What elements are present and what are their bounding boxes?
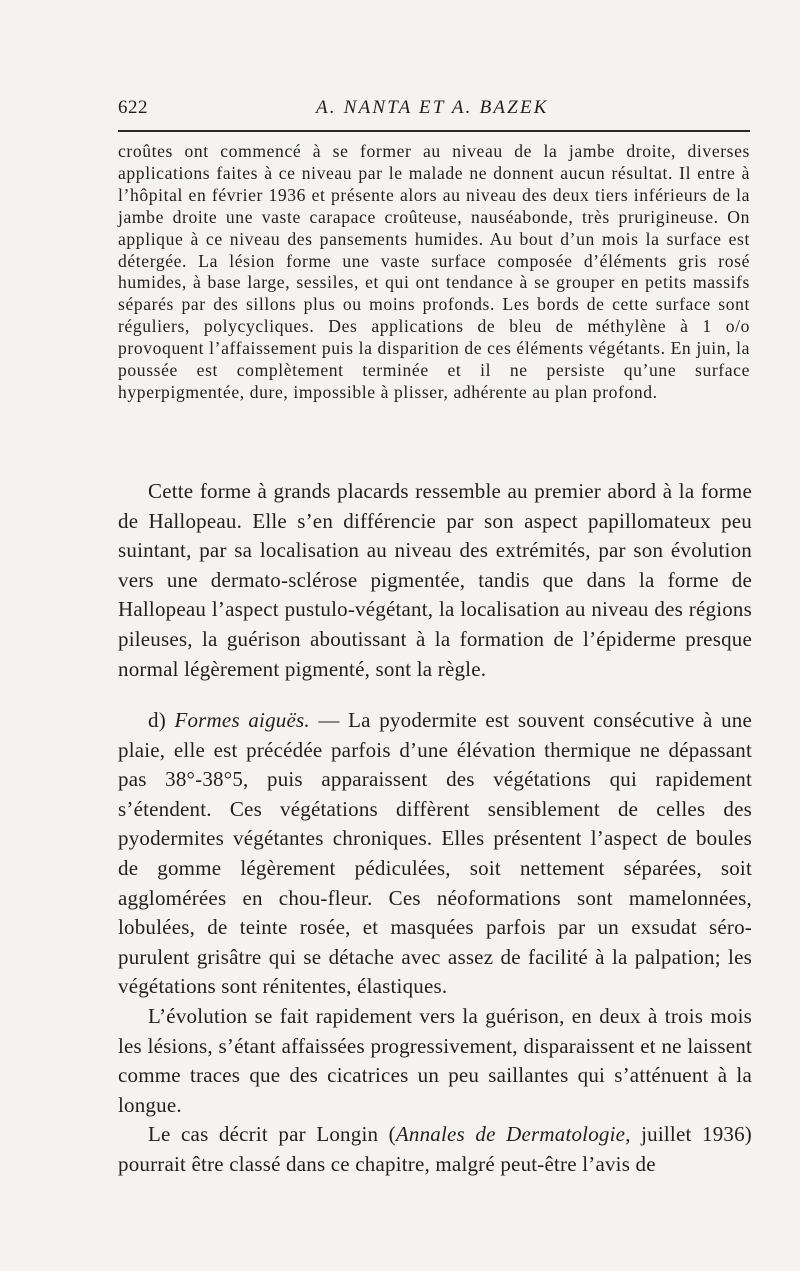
page-number: 622 bbox=[118, 97, 148, 118]
header-rule bbox=[118, 130, 750, 132]
longin-case-paragraph bbox=[118, 1120, 752, 1179]
running-title: A. NANTA ET A. BAZEK bbox=[316, 97, 549, 118]
page-header bbox=[118, 97, 750, 123]
section-heading: Formes aiguës. bbox=[174, 708, 310, 732]
section-text: — La pyodermite est souvent consécutive à une plaie, elle est précédée parfois d’une élévation thermique ne dépassant pas 38°-38°5, puis apparaissent des végétations qui rapidement s’étendent. Ces végétations diffèrent sensiblement de celles des pyodermites végétantes chroniques. Elles présentent l’aspect de boules de gomme légèrement pédiculées, soit nettement séparées, soit agglomérées en chou-fleur. Ces néoformations sont mamelonnées, lobulées, de teinte rosée, et masquées parfois par un exsudat séro-purulent grisâtre qui se détache avec assez de facilité à la palpation; les végétations sont rénitentes, élastiques. bbox=[118, 708, 752, 999]
acute-forms-section bbox=[118, 706, 752, 1180]
case-report-paragraph: croûtes ont commencé à se former au niveau de la jambe droite, diverses applications faites à ce niveau par le malade ne donnent aucun résultat. Il entre à l’hôpital en février 1936 et présente alors au niveau des deux tiers inférieurs de la jambe droite une vaste carapace croûteuse, nauséabonde, très prurigineuse. On applique à ce niveau des pansements humides. Au bout d’un mois la surface est détergée. La lésion forme une vaste surface composée d’éléments gris rosé humides, à base large, sessiles, et qui ont tendance à se grouper en petits massifs séparés par des sillons plus ou moins profonds. Les bords de cette surface sont réguliers, polycycliques. Des applications de bleu de méthylène à 1 o/o provoquent l’affaissement puis la disparition de ces éléments végétants. En juin, la poussée est complètement terminée et il ne persiste qu’une surface hyperpigmentée, dure, impossible à plisser, adhérente au plan profond. bbox=[118, 141, 750, 402]
section-letter: d) bbox=[148, 708, 166, 732]
case-report-block bbox=[118, 141, 750, 404]
acute-forms-paragraph bbox=[118, 706, 752, 1002]
comparison-block bbox=[118, 477, 752, 684]
longin-text-before: Le cas décrit par Longin ( bbox=[148, 1122, 396, 1147]
journal-citation: Annales de Dermatologie bbox=[395, 1122, 626, 1147]
comparison-paragraph: Cette forme à grands placards ressemble au premier abord à la forme de Hallopeau. Elle s’en différencie par son aspect papillomateux peu suintant, par sa localisation au niveau des extrémités, par son évolution vers une dermato-sclérose pigmentée, tandis que dans la forme de Hallopeau l’aspect pustulo-végétant, la localisation au niveau des régions pileuses, la guérison aboutissant à la formation de l’épiderme presque normal légèrement pigmenté, sont la règle. bbox=[118, 479, 752, 681]
longin-text-after: , juillet 1936) pourrait être classé dans ce chapitre, malgré peut-être l’avis de bbox=[118, 1122, 752, 1176]
evolution-paragraph: L’évolution se fait rapidement vers la guérison, en deux à trois mois les lésions, s’étant affaissées progressivement, disparaissent et ne laissent comme traces que des cicatrices un peu saillantes qui s’atténuent à la longue. bbox=[118, 1003, 752, 1117]
